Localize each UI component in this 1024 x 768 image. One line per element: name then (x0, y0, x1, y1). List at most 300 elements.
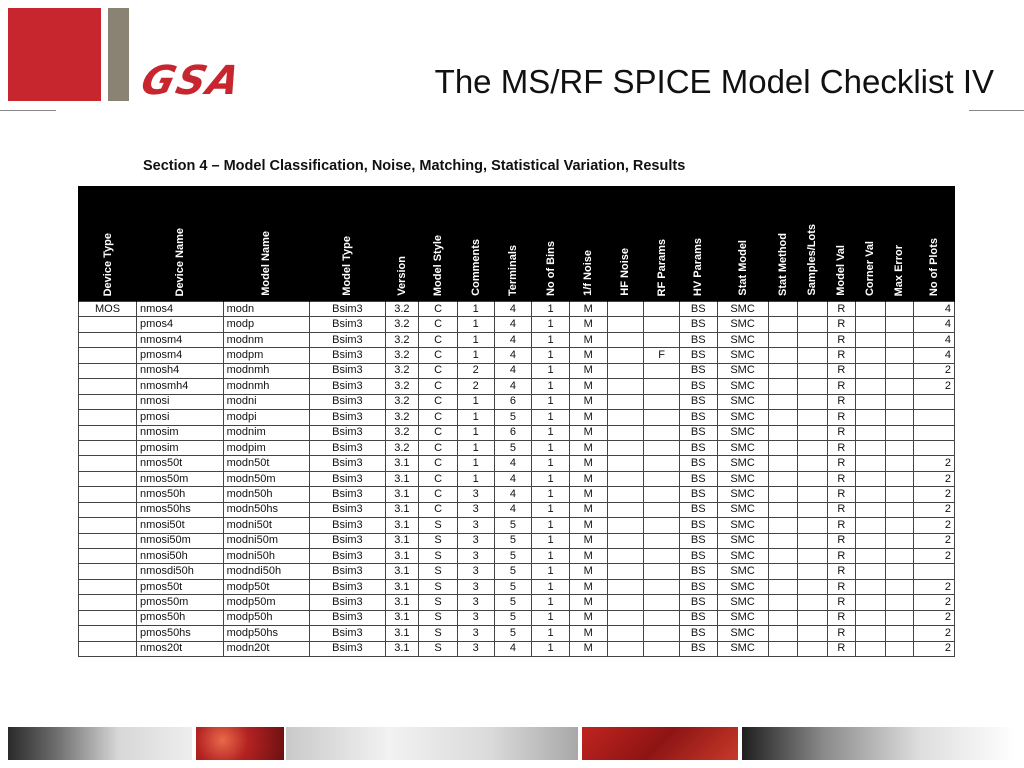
table-cell: 3.1 (385, 564, 419, 579)
table-cell: S (419, 564, 458, 579)
table-cell (856, 610, 886, 625)
table-cell: 5 (494, 549, 532, 564)
table-cell: 3.1 (385, 533, 419, 548)
table-cell (607, 471, 644, 486)
table-row (79, 610, 955, 625)
table-cell: C (419, 471, 458, 486)
table-cell (798, 456, 828, 471)
table-cell (644, 471, 680, 486)
table-cell: R (827, 348, 856, 363)
table-cell (644, 317, 680, 332)
table-cell (768, 564, 798, 579)
table-cell: SMC (717, 564, 768, 579)
table-cell: nmosm4 (137, 332, 224, 347)
table-cell: 3.2 (385, 379, 419, 394)
table-cell: pmosm4 (137, 348, 224, 363)
column-header (310, 186, 385, 302)
table-cell (79, 518, 137, 533)
table-cell: modnm (223, 332, 310, 347)
table-row (79, 471, 955, 486)
table-cell: 3.2 (385, 440, 419, 455)
table-cell (885, 487, 914, 502)
table-cell: Bsim3 (310, 440, 385, 455)
table-cell (798, 579, 828, 594)
column-header-label: Terminals (506, 244, 519, 296)
table-cell: BS (679, 549, 717, 564)
table-cell (856, 302, 886, 317)
table-cell: 2 (914, 626, 955, 641)
table-cell: 2 (914, 549, 955, 564)
table-cell: 1 (532, 456, 570, 471)
table-cell: 1 (532, 518, 570, 533)
table-cell (885, 549, 914, 564)
logo-red-block (8, 8, 101, 101)
table-cell (914, 440, 955, 455)
table-cell: M (569, 379, 607, 394)
table-cell: nmosmh4 (137, 379, 224, 394)
table-cell (885, 471, 914, 486)
table-cell (644, 332, 680, 347)
divider-right (969, 110, 1024, 111)
table-row (79, 641, 955, 656)
table-cell: 5 (494, 564, 532, 579)
table-cell: modn50h (223, 487, 310, 502)
table-cell: BS (679, 595, 717, 610)
table-row (79, 549, 955, 564)
table-cell: 2 (457, 363, 494, 378)
table-cell: 2 (914, 471, 955, 486)
table-cell: 1 (532, 502, 570, 517)
table-row (79, 379, 955, 394)
table-cell: 3.1 (385, 487, 419, 502)
table-cell: 4 (914, 317, 955, 332)
table-cell (856, 487, 886, 502)
table-cell (79, 487, 137, 502)
table-cell: nmos20t (137, 641, 224, 656)
table-cell (885, 518, 914, 533)
column-header-label: HV Params (692, 237, 705, 296)
table-cell: C (419, 456, 458, 471)
table-cell (768, 595, 798, 610)
table-cell: BS (679, 410, 717, 425)
table-cell: SMC (717, 610, 768, 625)
table-cell: Bsim3 (310, 610, 385, 625)
table-cell: M (569, 579, 607, 594)
table-cell (79, 425, 137, 440)
table-cell (79, 440, 137, 455)
table-row (79, 456, 955, 471)
table-cell: C (419, 502, 458, 517)
column-header-label: Model Style (432, 234, 445, 296)
column-header (856, 186, 886, 302)
column-header (768, 186, 798, 302)
table-cell (79, 394, 137, 409)
table-cell: modnim (223, 425, 310, 440)
table-cell (798, 348, 828, 363)
table-cell (607, 626, 644, 641)
table-cell: 1 (532, 610, 570, 625)
table-cell: 1 (532, 549, 570, 564)
table-cell (856, 379, 886, 394)
table-cell: modni (223, 394, 310, 409)
table-cell (856, 363, 886, 378)
table-cell: 3.2 (385, 425, 419, 440)
column-header (827, 186, 856, 302)
table-cell (856, 317, 886, 332)
table-cell (768, 302, 798, 317)
table-cell: 3.1 (385, 610, 419, 625)
table-cell: 3 (457, 533, 494, 548)
table-cell: Bsim3 (310, 502, 385, 517)
table-cell: pmos50h (137, 610, 224, 625)
table-cell: 3 (457, 626, 494, 641)
table-row (79, 487, 955, 502)
table-cell (768, 379, 798, 394)
table-cell: 1 (532, 533, 570, 548)
table-cell: 3.1 (385, 456, 419, 471)
table-cell (885, 579, 914, 594)
table-cell: S (419, 626, 458, 641)
table-cell: modpim (223, 440, 310, 455)
column-header (457, 186, 494, 302)
table-cell (885, 425, 914, 440)
table-cell: R (827, 610, 856, 625)
table-cell: R (827, 487, 856, 502)
table-cell: 2 (914, 579, 955, 594)
table-cell: modn50t (223, 456, 310, 471)
table-cell: BS (679, 440, 717, 455)
table-cell (856, 564, 886, 579)
table-cell (607, 487, 644, 502)
table-cell: 1 (532, 579, 570, 594)
table-cell: M (569, 332, 607, 347)
table-cell (798, 379, 828, 394)
table-cell: nmos50h (137, 487, 224, 502)
table-cell (798, 332, 828, 347)
table-row (79, 363, 955, 378)
table-cell: 1 (532, 348, 570, 363)
table-cell: SMC (717, 379, 768, 394)
table-cell: SMC (717, 487, 768, 502)
table-cell: 4 (494, 302, 532, 317)
table-cell (885, 302, 914, 317)
column-header (385, 186, 419, 302)
table-cell: modp50hs (223, 626, 310, 641)
table-cell: M (569, 410, 607, 425)
column-header (607, 186, 644, 302)
column-header-label: Stat Method (776, 233, 789, 296)
column-header (137, 186, 224, 302)
table-cell: MOS (79, 302, 137, 317)
table-cell: Bsim3 (310, 564, 385, 579)
table-cell: 3 (457, 595, 494, 610)
table-cell (644, 487, 680, 502)
table-cell (607, 363, 644, 378)
table-cell (885, 317, 914, 332)
column-header-label: Device Name (173, 227, 186, 296)
table-cell: nmos50t (137, 456, 224, 471)
table-row (79, 579, 955, 594)
table-cell: C (419, 302, 458, 317)
table-cell: BS (679, 302, 717, 317)
model-checklist-table (78, 186, 955, 657)
table-cell: nmosim (137, 425, 224, 440)
table-row (79, 302, 955, 317)
table-cell: Bsim3 (310, 456, 385, 471)
table-cell: 1 (532, 394, 570, 409)
table-cell: C (419, 348, 458, 363)
column-header-label: No of Plots (928, 237, 941, 296)
table-cell: M (569, 471, 607, 486)
table-cell: 2 (914, 363, 955, 378)
table-cell: C (419, 317, 458, 332)
table-cell (607, 302, 644, 317)
table-cell: 5 (494, 610, 532, 625)
table-cell: 1 (532, 425, 570, 440)
table-cell: SMC (717, 471, 768, 486)
section-title: Section 4 – Model Classification, Noise, Matching, Statistical Variation, Results (143, 158, 686, 174)
table-row (79, 317, 955, 332)
table-cell (798, 317, 828, 332)
table-cell: BS (679, 332, 717, 347)
table-cell (768, 610, 798, 625)
table-cell (768, 348, 798, 363)
table-cell: BS (679, 471, 717, 486)
table-cell: 4 (494, 348, 532, 363)
table-cell: S (419, 641, 458, 656)
table-cell: BS (679, 394, 717, 409)
table-cell (798, 471, 828, 486)
table-cell: 1 (532, 363, 570, 378)
table-cell (79, 471, 137, 486)
table-cell: SMC (717, 425, 768, 440)
table-cell: 2 (914, 641, 955, 656)
table-cell: R (827, 425, 856, 440)
table-cell (798, 502, 828, 517)
table-cell: SMC (717, 626, 768, 641)
table-cell (79, 533, 137, 548)
table-cell (885, 394, 914, 409)
table-cell: modpm (223, 348, 310, 363)
table-cell: C (419, 410, 458, 425)
table-cell: 3.2 (385, 363, 419, 378)
table-cell: Bsim3 (310, 317, 385, 332)
table-cell: S (419, 518, 458, 533)
table-cell: Bsim3 (310, 487, 385, 502)
table-cell: M (569, 363, 607, 378)
table-cell: 1 (532, 564, 570, 579)
table-cell: modp50m (223, 595, 310, 610)
table-cell: nmosi50m (137, 533, 224, 548)
table-cell: 1 (457, 332, 494, 347)
table-cell: 3.1 (385, 471, 419, 486)
table-cell (885, 610, 914, 625)
table-cell: 1 (532, 332, 570, 347)
table-cell (768, 440, 798, 455)
table-cell: Bsim3 (310, 579, 385, 594)
table-cell (885, 332, 914, 347)
footer-image-building (742, 727, 1016, 760)
table-cell: 3.1 (385, 579, 419, 594)
table-cell: Bsim3 (310, 425, 385, 440)
table-cell: 5 (494, 440, 532, 455)
table-cell: 4 (494, 332, 532, 347)
table-cell: M (569, 302, 607, 317)
table-cell: R (827, 533, 856, 548)
table-cell: 5 (494, 579, 532, 594)
table-row (79, 564, 955, 579)
logo-grey-bar (108, 8, 129, 101)
table-cell (607, 579, 644, 594)
table-cell (768, 626, 798, 641)
table-cell (768, 317, 798, 332)
table-cell: M (569, 595, 607, 610)
table-cell: BS (679, 348, 717, 363)
table-cell: 3.1 (385, 518, 419, 533)
table-cell: nmos4 (137, 302, 224, 317)
table-cell: 1 (532, 471, 570, 486)
table-cell: R (827, 394, 856, 409)
table-cell: 3.1 (385, 641, 419, 656)
table-cell (644, 549, 680, 564)
table-cell: SMC (717, 579, 768, 594)
table-cell (885, 363, 914, 378)
table-cell: SMC (717, 641, 768, 656)
table-cell (79, 595, 137, 610)
table-cell: pmosim (137, 440, 224, 455)
table-cell: R (827, 363, 856, 378)
table-cell (607, 317, 644, 332)
table-cell (644, 425, 680, 440)
table-cell: Bsim3 (310, 549, 385, 564)
column-header-label: Max Error (893, 244, 906, 296)
table-cell: M (569, 502, 607, 517)
table-cell (798, 394, 828, 409)
table-cell: R (827, 471, 856, 486)
table-cell: 1 (532, 317, 570, 332)
table-cell (79, 610, 137, 625)
column-header (569, 186, 607, 302)
table-cell: 4 (914, 332, 955, 347)
table-cell: R (827, 317, 856, 332)
table-cell (79, 626, 137, 641)
table-cell: 5 (494, 626, 532, 641)
table-cell (768, 471, 798, 486)
table-cell: 2 (914, 502, 955, 517)
table-row (79, 394, 955, 409)
table-cell: 3.2 (385, 302, 419, 317)
table-cell: M (569, 317, 607, 332)
table-cell: M (569, 564, 607, 579)
table-cell: C (419, 487, 458, 502)
table-body (79, 302, 955, 657)
table-cell: SMC (717, 595, 768, 610)
table-cell (79, 579, 137, 594)
table-cell: 1 (457, 456, 494, 471)
table-cell (79, 641, 137, 656)
column-header (419, 186, 458, 302)
column-header-label: Samples/Lots (806, 224, 819, 296)
table-cell: 5 (494, 518, 532, 533)
table-cell (885, 440, 914, 455)
table-cell: BS (679, 533, 717, 548)
table-cell: R (827, 379, 856, 394)
table-cell: M (569, 610, 607, 625)
table-cell: BS (679, 363, 717, 378)
table-cell: BS (679, 379, 717, 394)
table-cell: 2 (914, 379, 955, 394)
table-cell: 6 (494, 394, 532, 409)
column-header-label: Comments (469, 239, 482, 296)
table-cell: nmosh4 (137, 363, 224, 378)
table-cell: Bsim3 (310, 394, 385, 409)
table-cell (79, 549, 137, 564)
table-cell (856, 425, 886, 440)
table-cell (856, 626, 886, 641)
table-cell: BS (679, 641, 717, 656)
table-cell (856, 394, 886, 409)
table-cell: nmosi50t (137, 518, 224, 533)
table-cell: 4 (494, 502, 532, 517)
table-cell: BS (679, 518, 717, 533)
column-header (679, 186, 717, 302)
table-cell (798, 410, 828, 425)
table-cell: 1 (532, 595, 570, 610)
column-header (532, 186, 570, 302)
table-cell: R (827, 302, 856, 317)
table-cell (79, 332, 137, 347)
table-cell: 6 (494, 425, 532, 440)
table-cell: modp50t (223, 579, 310, 594)
table-cell: C (419, 332, 458, 347)
table-cell: 4 (494, 379, 532, 394)
table-cell: 3.1 (385, 626, 419, 641)
table-cell: modnmh (223, 363, 310, 378)
column-header-label: Version (395, 256, 408, 296)
table-cell: 3 (457, 518, 494, 533)
table-cell: 3 (457, 487, 494, 502)
table-cell: Bsim3 (310, 410, 385, 425)
table-cell (79, 363, 137, 378)
table-cell: SMC (717, 332, 768, 347)
table-cell: 3 (457, 549, 494, 564)
column-header-label: Stat Model (736, 240, 749, 296)
table-cell (607, 394, 644, 409)
table-cell: SMC (717, 440, 768, 455)
table-cell: SMC (717, 348, 768, 363)
table-cell: Bsim3 (310, 641, 385, 656)
table-cell: pmos50t (137, 579, 224, 594)
table-cell (607, 332, 644, 347)
table-cell (856, 502, 886, 517)
table-cell (79, 317, 137, 332)
table-cell: 4 (494, 487, 532, 502)
table-cell: M (569, 518, 607, 533)
table-cell: 5 (494, 533, 532, 548)
table-cell (798, 518, 828, 533)
table-cell (768, 518, 798, 533)
table-cell: Bsim3 (310, 518, 385, 533)
table-cell: SMC (717, 302, 768, 317)
table-cell (798, 626, 828, 641)
table-cell: M (569, 440, 607, 455)
table-cell (768, 533, 798, 548)
table-cell: 5 (494, 410, 532, 425)
table-cell: 4 (494, 641, 532, 656)
table-cell (856, 641, 886, 656)
table-cell: SMC (717, 518, 768, 533)
table-cell (798, 564, 828, 579)
